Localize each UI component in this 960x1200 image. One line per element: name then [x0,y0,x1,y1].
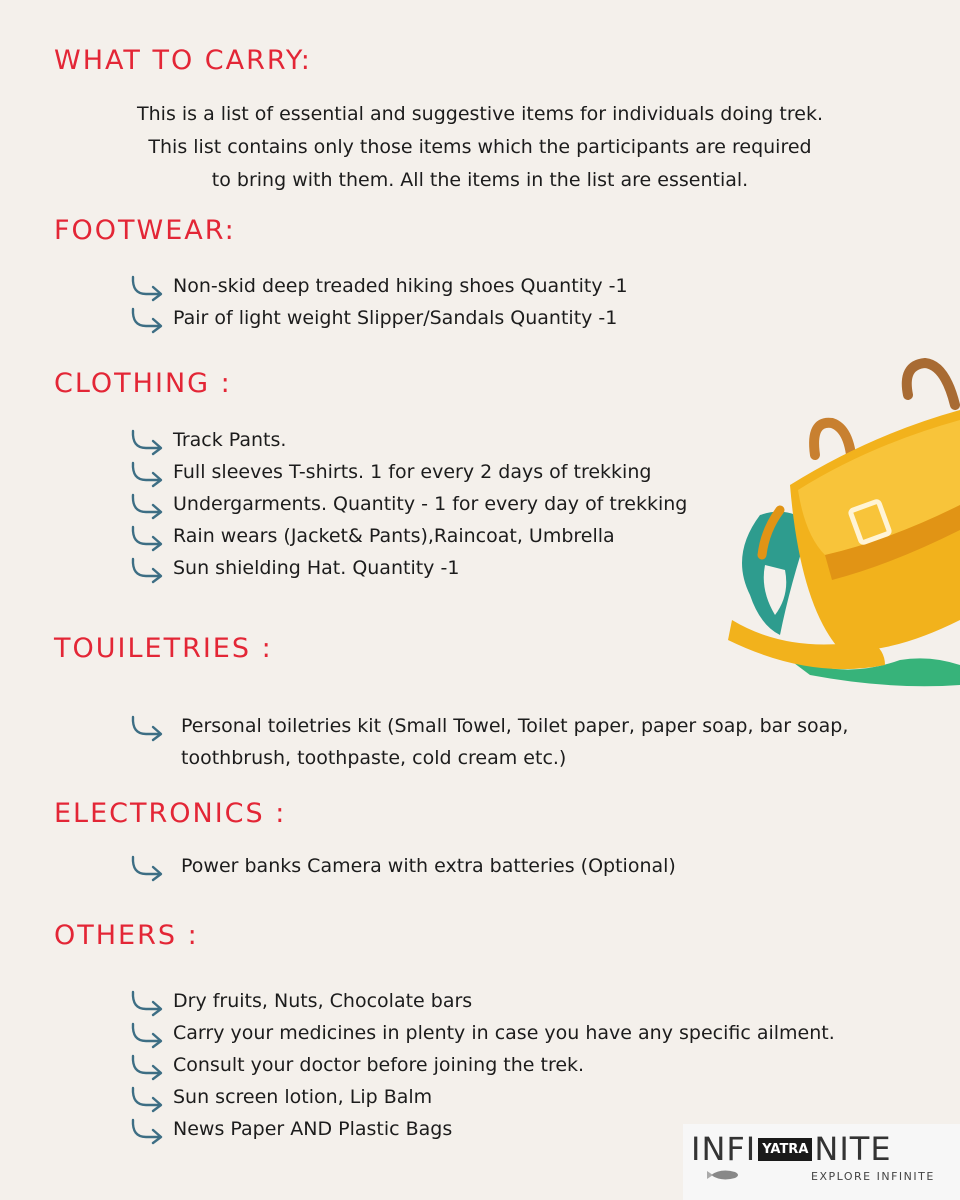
list-item-text: Dry fruits, Nuts, Chocolate bars [173,990,473,1012]
curved-arrow-icon [130,1021,164,1049]
intro-line: to bring with them. All the items in the list are essential. [211,169,749,191]
curved-arrow-icon [130,524,164,552]
list-item-text: Undergarments. Quantity - 1 for every day of trekking [173,493,688,515]
heading-what-to-carry: WHAT TO CARRY: [54,45,312,76]
curved-arrow-icon [130,1117,164,1145]
curved-arrow-icon [130,492,164,520]
list-item [130,1081,835,1113]
list-item [130,985,835,1017]
curved-arrow-icon [130,714,164,742]
list-item-text: News Paper AND Plastic Bags [173,1118,453,1140]
intro-line: This is a list of essential and suggestive items for individuals doing trek. [137,103,823,125]
heading-others: OTHERS : [54,920,199,951]
list-item-text: Sun screen lotion, Lip Balm [173,1086,433,1108]
backpack-illustration [720,355,960,690]
clothing-list [130,424,687,584]
logo-tagline: EXPLORE INFINITE [811,1170,935,1183]
intro-line: This list contains only those items which the participants are required [148,136,812,158]
list-item [130,456,687,488]
heading-electronics: ELECTRONICS : [54,798,287,829]
list-item [130,424,687,456]
list-item-text: Carry your medicines in plenty in case you have any specific ailment. [173,1022,835,1044]
curved-arrow-icon [130,306,164,334]
heading-toiletries: TOUILETRIES : [54,633,273,664]
logo-text-left: INFI [691,1130,757,1168]
list-item-text: Power banks Camera with extra batteries (Optional) [181,855,676,877]
logo-wordmark [691,1130,892,1168]
curved-arrow-icon [130,274,164,302]
list-item [130,1017,835,1049]
curved-arrow-icon [130,854,164,882]
list-item [130,520,687,552]
curved-arrow-icon [130,460,164,488]
logo-text-right: NITE [814,1130,892,1168]
curved-arrow-icon [130,428,164,456]
curved-arrow-icon [130,989,164,1017]
list-item-text: Consult your doctor before joining the trek. [173,1054,585,1076]
list-item-text: Pair of light weight Slipper/Sandals Quantity -1 [173,307,618,329]
logo-badge: YATRA [758,1138,812,1161]
list-item-text: Non-skid deep treaded hiking shoes Quantity -1 [173,275,628,297]
curved-arrow-icon [130,1085,164,1113]
electronics-list [130,850,676,882]
heading-footwear: FOOTWEAR: [54,215,236,246]
list-item [130,488,687,520]
list-item [130,270,628,302]
list-item-text: Track Pants. [173,429,287,451]
list-item-text: Rain wears (Jacket& Pants),Raincoat, Umbrella [173,525,615,547]
curved-arrow-icon [130,556,164,584]
list-item [130,552,687,584]
list-item-text: Full sleeves T-shirts. 1 for every 2 days of trekking [173,461,652,483]
toiletries-list [130,710,920,774]
intro-paragraph [100,98,860,197]
curved-arrow-icon [130,1053,164,1081]
list-item [130,1049,835,1081]
others-list [130,985,835,1145]
list-item-text: Sun shielding Hat. Quantity -1 [173,557,460,579]
rocket-icon [705,1166,745,1184]
list-item [130,850,676,882]
list-item [130,302,628,334]
heading-clothing: CLOTHING : [54,368,232,399]
list-item [130,710,920,774]
list-item-text: Personal toiletries kit (Small Towel, Toilet paper, paper soap, bar soap, toothbrush, toothpaste, cold cream etc.) [181,715,849,769]
footwear-list [130,270,628,334]
infiyatranite-logo [683,1124,960,1200]
